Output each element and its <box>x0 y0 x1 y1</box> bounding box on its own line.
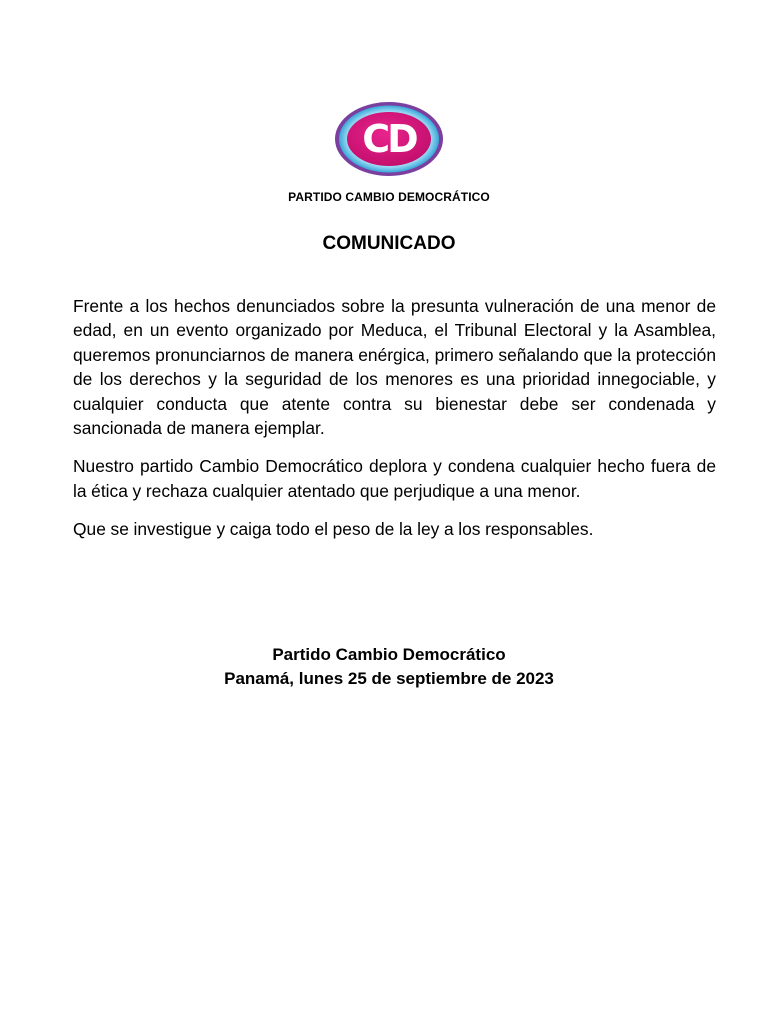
document-title: COMUNICADO <box>322 233 456 254</box>
organization-name: PARTIDO CAMBIO DEMOCRÁTICO <box>288 190 490 204</box>
document-body <box>73 294 716 556</box>
party-logo <box>333 100 445 178</box>
cd-logo-icon <box>333 100 445 178</box>
signature-place-date: Panamá, lunes 25 de septiembre de 2023 <box>224 669 554 688</box>
signature-party: Partido Cambio Democrático <box>272 645 506 664</box>
paragraph: Frente a los hechos denunciados sobre la presunta vulneración de una menor de edad, en un evento organizado por Meduca, el Tribunal Electoral y la Asamblea, queremos pronunciarnos de manera enérgica, primero señalando que la protección de los derechos y la seguridad de los menores es una prioridad innegociable, y cualquier conducta que atente contra su bienestar debe ser condenada y sancionada de manera ejemplar. <box>73 296 716 439</box>
signature-block <box>0 643 778 691</box>
paragraph: Que se investigue y caiga todo el peso de la ley a los responsables. <box>73 519 594 540</box>
paragraph: Nuestro partido Cambio Democrático deplora y condena cualquier hecho fuera de la ética y rechaza cualquier atentado que perjudique a una menor. <box>73 456 716 501</box>
logo-letters: CD <box>362 117 416 161</box>
